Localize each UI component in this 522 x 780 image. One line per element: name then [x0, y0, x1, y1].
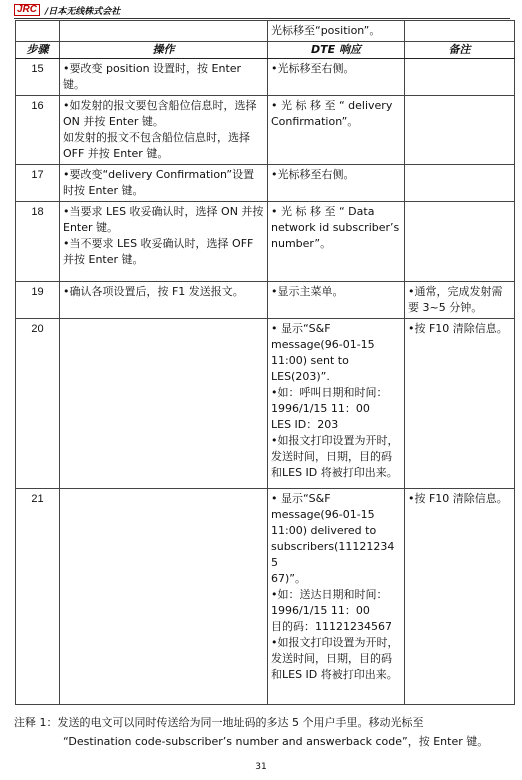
- remarks-cell: [405, 165, 515, 202]
- dte-response-cell-line: •如报文打印设置为开时，发送时间，日期，目的码和LES ID 将被打印出来。: [271, 636, 399, 681]
- dte-response-cell-line: •如：送达日期和时间：: [271, 588, 388, 601]
- company-name: /日本无线株式会社: [45, 6, 121, 17]
- dte-response-cell-line: •显示主菜单。: [271, 285, 344, 298]
- continuation-text: 光标移至“position”。: [268, 21, 405, 42]
- dte-response-cell-line: • 显示“S&F: [271, 322, 331, 335]
- dte-response-cell-line: 67)”。: [271, 572, 306, 585]
- dte-response-cell-line: LES ID：203: [271, 418, 339, 431]
- step-number: 18: [16, 202, 60, 282]
- dte-response-cell-line: message(96-01-15: [271, 508, 375, 521]
- col-header-operation: 操作: [60, 42, 268, 59]
- footnote: [14, 713, 514, 751]
- dte-response-cell-line: •如报文打印设置为开时，发送时间，日期，目的码和LES ID 将被打印出来。: [271, 434, 399, 479]
- col-header-step: 步骤: [16, 42, 60, 59]
- remarks-cell: [405, 59, 515, 96]
- dte-response-cell: [268, 165, 405, 202]
- table-row: [16, 319, 515, 489]
- step-number: 20: [16, 319, 60, 489]
- jrc-logo: JRC: [14, 4, 40, 16]
- step-number: 17: [16, 165, 60, 202]
- dte-response-cell-line: 1996/1/15 11：00: [271, 604, 370, 617]
- continuation-row: [16, 21, 515, 42]
- dte-response-cell: [268, 59, 405, 96]
- remarks-cell-line: •通常，完成发射需要 3~5 分钟。: [408, 285, 503, 314]
- dte-response-cell: [268, 282, 405, 319]
- operation-cell: [60, 202, 268, 282]
- remarks-cell: [405, 96, 515, 165]
- col-header-dte-response: DTE 响应: [268, 42, 405, 59]
- step-number: 19: [16, 282, 60, 319]
- operation-cell-line: •要改变 position 设置时，按 Enter 键。: [63, 62, 242, 91]
- dte-response-cell-line: 11:00) delivered to: [271, 524, 377, 537]
- step-number: 15: [16, 59, 60, 96]
- operation-cell-line: •如发射的报文要包含船位信息时，选择 ON 并按 Enter 键。: [63, 99, 257, 128]
- footnote-line-2: “Destination code-subscriber’s number and answerback code”，按 Enter 键。: [63, 735, 489, 748]
- dte-response-cell-line: •光标移至右侧。: [271, 168, 355, 181]
- dte-response-cell: [268, 202, 405, 282]
- table-header-row: [16, 42, 515, 59]
- remarks-cell: [405, 319, 515, 489]
- operation-cell-line: •确认各项设置后，按 F1 发送报文。: [63, 285, 244, 298]
- col-header-remarks: 备注: [405, 42, 515, 59]
- operation-cell-line: 如发射的报文不包含船位信息时，选择 OFF 并按 Enter 键。: [63, 131, 250, 160]
- dte-response-cell-line: LES(203)”.: [271, 370, 330, 383]
- dte-response-cell-line: •光标移至右侧。: [271, 62, 355, 75]
- step-number: 16: [16, 96, 60, 165]
- remarks-cell: [405, 282, 515, 319]
- dte-response-cell-line: • 光 标 移 至 “ Data network id subscriber’s number”。: [271, 205, 400, 250]
- operation-cell-line: •当要求 LES 收妥确认时，选择 ON 并按 Enter 键。: [63, 205, 264, 234]
- table-row: [16, 489, 515, 705]
- header-rule: [14, 18, 510, 19]
- operation-cell: [60, 282, 268, 319]
- table-row: [16, 165, 515, 202]
- page-number: 31: [255, 762, 267, 772]
- dte-response-cell-line: •如：呼叫日期和时间：: [271, 386, 388, 399]
- dte-response-cell-line: message(96-01-15: [271, 338, 375, 351]
- operation-cell: [60, 59, 268, 96]
- operation-cell: [60, 319, 268, 489]
- remarks-cell: [405, 489, 515, 705]
- table-row: [16, 282, 515, 319]
- operation-cell-line: •要改变“delivery Confirmation”设置时按 Enter 键。: [63, 168, 255, 197]
- page-header: [14, 3, 120, 17]
- footnote-line-1: 注释 1：发送的电文可以同时传送给为同一地址码的多达 5 个用户手里。移动光标至: [14, 716, 424, 729]
- operation-cell: [60, 165, 268, 202]
- operation-cell: [60, 489, 268, 705]
- dte-response-cell: [268, 96, 405, 165]
- dte-response-cell: [268, 489, 405, 705]
- remarks-cell-line: •按 F10 清除信息。: [408, 322, 508, 335]
- procedure-table: [15, 20, 515, 705]
- dte-response-cell-line: 1996/1/15 11：00: [271, 402, 370, 415]
- table-row: [16, 202, 515, 282]
- dte-response-cell-line: • 显示“S&F: [271, 492, 331, 505]
- dte-response-cell-line: 11:00) sent to: [271, 354, 349, 367]
- step-number: 21: [16, 489, 60, 705]
- operation-cell: [60, 96, 268, 165]
- dte-response-cell-line: 目的码：11121234567: [271, 620, 392, 633]
- operation-cell-line: •当不要求 LES 收妥确认时，选择 OFF 并按 Enter 键。: [63, 237, 254, 266]
- remarks-cell-line: •按 F10 清除信息。: [408, 492, 508, 505]
- dte-response-cell: [268, 319, 405, 489]
- table-row: [16, 96, 515, 165]
- dte-response-cell-line: subscribers(111212345: [271, 540, 395, 569]
- remarks-cell: [405, 202, 515, 282]
- table-row: [16, 59, 515, 96]
- dte-response-cell-line: • 光 标 移 至 “ delivery Confirmation”。: [271, 99, 393, 128]
